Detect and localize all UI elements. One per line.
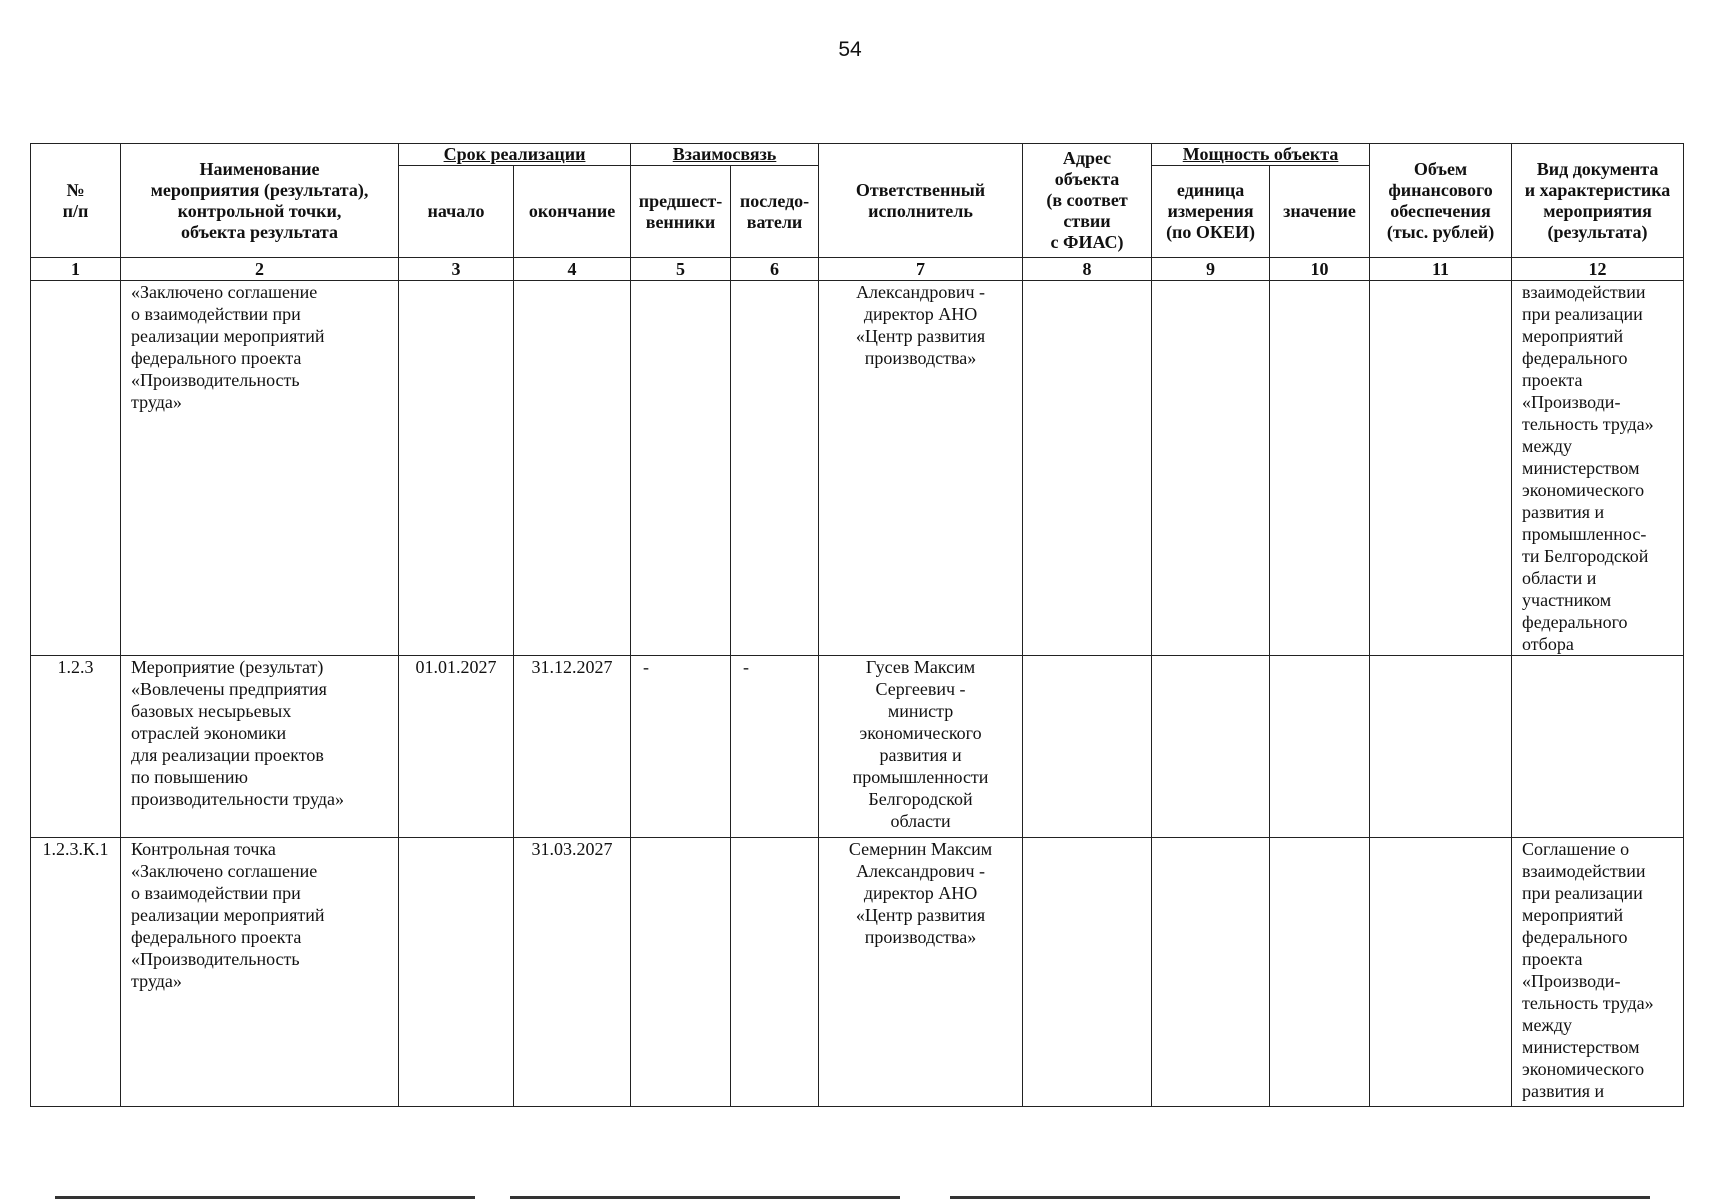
- row-finance: [1370, 656, 1512, 838]
- header-period: Срок реализации: [399, 144, 631, 166]
- header-value: значение: [1270, 166, 1370, 258]
- header-responsible: Ответственный исполнитель: [819, 144, 1023, 258]
- row-finance: [1370, 838, 1512, 1107]
- row-start: [399, 281, 514, 656]
- row-name: «Заключено соглашение о взаимодействии при реализации мероприятий федерального проекта «Производительность труда»: [121, 281, 399, 656]
- column-number: 4: [514, 258, 631, 281]
- row-doc: [1512, 656, 1684, 838]
- scan-edge-line: [55, 1196, 475, 1199]
- table-row: [31, 838, 1684, 1107]
- row-predecessors: [631, 838, 731, 1107]
- column-number: 9: [1152, 258, 1270, 281]
- row-responsible: Семернин Максим Александрович - директор АНО «Центр развития производства»: [819, 838, 1023, 1107]
- table-row: [31, 656, 1684, 838]
- scan-edge-line: [510, 1196, 900, 1199]
- row-address: [1023, 838, 1152, 1107]
- column-number: 8: [1023, 258, 1152, 281]
- row-unit: [1152, 656, 1270, 838]
- row-responsible: Александрович - директор АНО «Центр развития производства»: [819, 281, 1023, 656]
- table-row: [31, 281, 1684, 656]
- row-successors: [731, 838, 819, 1107]
- header-end: окончание: [514, 166, 631, 258]
- column-number: 2: [121, 258, 399, 281]
- row-successors: -: [731, 656, 819, 838]
- row-value: [1270, 838, 1370, 1107]
- header-successors: последо- ватели: [731, 166, 819, 258]
- row-unit: [1152, 281, 1270, 656]
- plan-table: [30, 143, 1684, 1107]
- row-number: 1.2.3: [31, 656, 121, 838]
- row-address: [1023, 281, 1152, 656]
- row-predecessors: [631, 281, 731, 656]
- column-number: 7: [819, 258, 1023, 281]
- column-number: 12: [1512, 258, 1684, 281]
- page-number: 54: [838, 38, 862, 61]
- row-start: [399, 838, 514, 1107]
- column-number-row: [31, 258, 1684, 281]
- scan-edge-line: [950, 1196, 1650, 1199]
- row-value: [1270, 656, 1370, 838]
- header-finance: Объем финансового обеспечения (тыс. рублей): [1370, 144, 1512, 258]
- column-number: 11: [1370, 258, 1512, 281]
- row-value: [1270, 281, 1370, 656]
- column-number: 6: [731, 258, 819, 281]
- row-end: 31.12.2027: [514, 656, 631, 838]
- header-relation: Взаимосвязь: [631, 144, 819, 166]
- column-number: 3: [399, 258, 514, 281]
- header-doc: Вид документа и характеристика мероприятия (результата): [1512, 144, 1684, 258]
- header-num: № п/п: [31, 144, 121, 258]
- row-name: Контрольная точка «Заключено соглашение о взаимодействии при реализации мероприятий федерального проекта «Производительность труда»: [121, 838, 399, 1107]
- header-capacity: Мощность объекта: [1152, 144, 1370, 166]
- row-finance: [1370, 281, 1512, 656]
- row-doc: Соглашение о взаимодействии при реализации мероприятий федерального проекта «Производи- тельность труда» между министерством экономического развития и: [1512, 838, 1684, 1107]
- row-end: 31.03.2027: [514, 838, 631, 1107]
- row-unit: [1152, 838, 1270, 1107]
- row-start: 01.01.2027: [399, 656, 514, 838]
- row-name: Мероприятие (результат) «Вовлечены предприятия базовых несырьевых отраслей экономики для реализации проектов по повышению производительности труда»: [121, 656, 399, 838]
- row-doc: взаимодействии при реализации мероприятий федерального проекта «Производи- тельность труда» между министерством экономического развития и промышленнос- ти Белгородской области и участником федерального отбора: [1512, 281, 1684, 656]
- row-address: [1023, 656, 1152, 838]
- column-number: 1: [31, 258, 121, 281]
- header-predecessors: предшест- венники: [631, 166, 731, 258]
- header-unit: единица измерения (по ОКЕИ): [1152, 166, 1270, 258]
- row-responsible: Гусев Максим Сергеевич - министр экономического развития и промышленности Белгородской области: [819, 656, 1023, 838]
- column-number: 5: [631, 258, 731, 281]
- row-predecessors: -: [631, 656, 731, 838]
- column-number: 10: [1270, 258, 1370, 281]
- header-address: Адрес объекта (в соответ ствии с ФИАС): [1023, 144, 1152, 258]
- row-end: [514, 281, 631, 656]
- row-number: [31, 281, 121, 656]
- row-number: 1.2.3.К.1: [31, 838, 121, 1107]
- header-start: начало: [399, 166, 514, 258]
- row-successors: [731, 281, 819, 656]
- header-name: Наименование мероприятия (результата), контрольной точки, объекта результата: [121, 144, 399, 258]
